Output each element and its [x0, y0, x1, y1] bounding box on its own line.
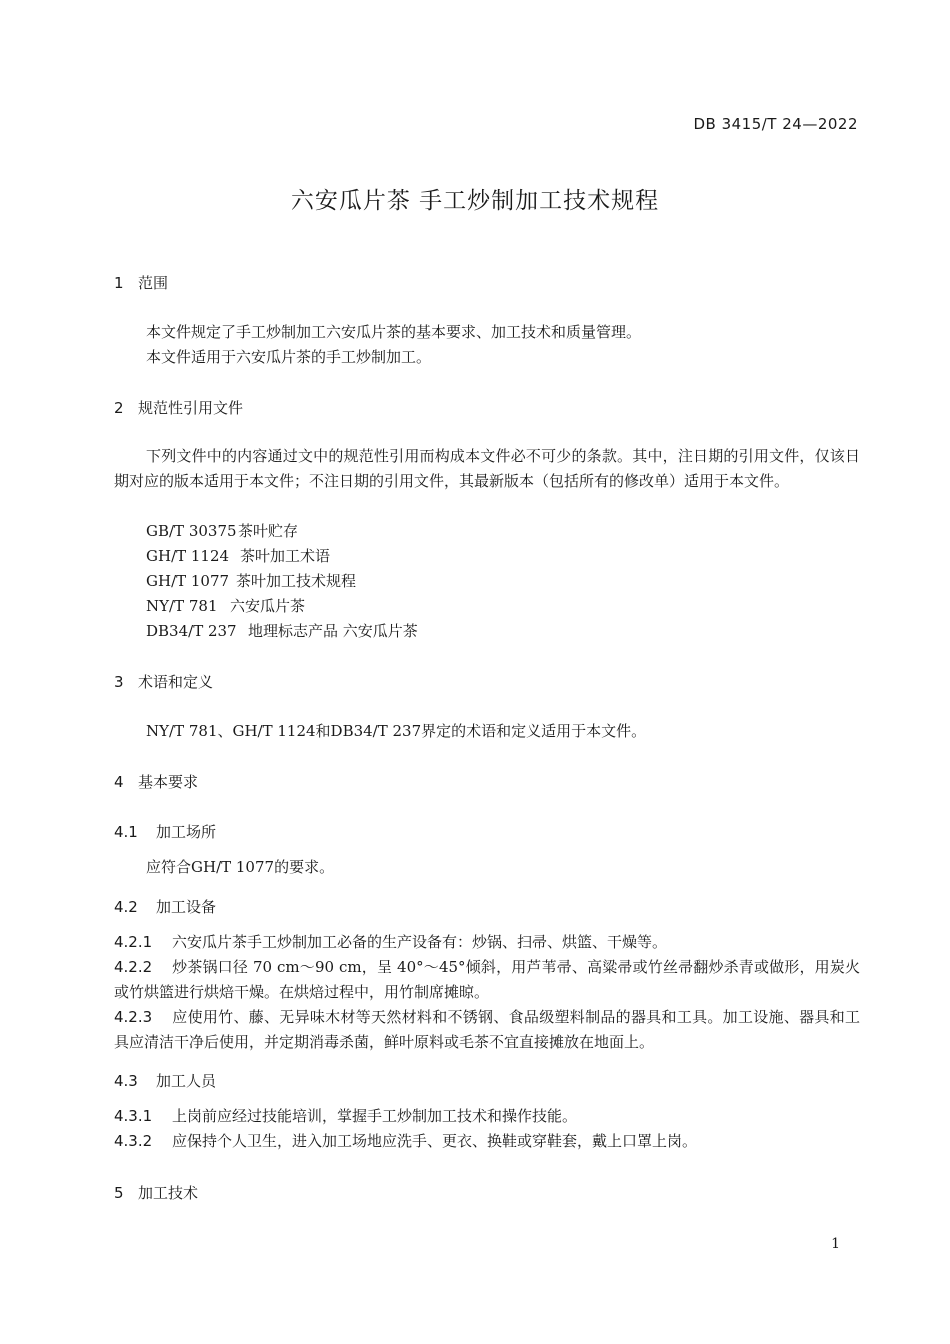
clause-item: [114, 1129, 860, 1154]
subsection-4-3-heading: [114, 1070, 216, 1091]
reference-item: [146, 619, 418, 644]
reference-code: GH/T 1077: [146, 572, 230, 590]
section-title: 规范性引用文件: [138, 399, 244, 417]
doc-title: 六安瓜片茶 手工炒制加工技术规程: [290, 188, 660, 214]
section-title: 基本要求: [138, 773, 199, 791]
reference-item: [146, 519, 298, 544]
references-intro-paragraph: 下列文件中的内容通过文中的规范性引用而构成本文件必不可少的条款。其中，注日期的引用文件，仅该日期对应的版本适用于本文件；不注日期的引用文件，其最新版本（包括所有的修改单）适用于本文件。: [114, 447, 860, 490]
clause-text: 六安瓜片茶手工炒制加工必备的生产设备有：炒锅、扫帚、烘篮、干燥等。: [172, 933, 668, 951]
reference-code: GH/T 1124: [146, 547, 230, 565]
clause-text: 上岗前应经过技能培训，掌握手工炒制加工技术和操作技能。: [172, 1107, 578, 1125]
subsection-number: 4.1: [114, 823, 138, 841]
section-title: 加工技术: [138, 1184, 199, 1202]
paragraph: 应符合GH/T 1077的要求。: [146, 858, 335, 876]
reference-name: 六安瓜片茶: [230, 597, 306, 615]
section-number: 5: [114, 1184, 124, 1202]
section-number: 2: [114, 399, 124, 417]
clause-number: 4.3.2: [114, 1132, 153, 1150]
clause-text: 应保持个人卫生，进入加工场地应洗手、更衣、换鞋或穿鞋套，戴上口罩上岗。: [172, 1132, 698, 1150]
reference-item: [146, 594, 305, 619]
section-title: 术语和定义: [138, 673, 214, 691]
reference-code: GB/T 30375: [146, 522, 237, 540]
reference-name: 茶叶加工术语: [240, 547, 331, 565]
paragraph: 本文件规定了手工炒制加工六安瓜片茶的基本要求、加工技术和质量管理。: [146, 323, 642, 341]
section-number: 4: [114, 773, 124, 791]
clause-item: [114, 1104, 860, 1129]
section-5-heading: [114, 1182, 198, 1203]
clause-number: 4.2.1: [114, 933, 153, 951]
paragraph: 本文件适用于六安瓜片茶的手工炒制加工。: [146, 348, 432, 366]
reference-code: DB34/T 237: [146, 622, 237, 640]
subsection-4-1-heading: [114, 821, 216, 842]
section-2-heading: [114, 397, 243, 418]
subsection-title: 加工设备: [156, 898, 217, 916]
subsection-4-2-heading: [114, 896, 216, 917]
section-3-heading: [114, 671, 213, 692]
section-title: 范围: [138, 274, 169, 292]
reference-name: 茶叶贮存: [238, 522, 299, 540]
subsection-number: 4.2: [114, 898, 138, 916]
clause-number: 4.3.1: [114, 1107, 153, 1125]
page-number: 1: [831, 1236, 840, 1252]
reference-name: 地理标志产品 六安瓜片茶: [248, 622, 418, 640]
clause-text: 炒茶锅口径 70 cm～90 cm，呈 40°～45°倾斜，用芦苇帚、高粱帚或竹丝帚翻炒杀青或做形，用炭火或竹烘篮进行烘焙干燥。在烘焙过程中，用竹制席摊晾。: [114, 958, 860, 1001]
reference-code: NY/T 781: [146, 597, 218, 615]
reference-item: [146, 569, 356, 594]
clause-item: [114, 1005, 860, 1055]
reference-item: [146, 544, 330, 569]
clause-number: 4.2.2: [114, 958, 153, 976]
paragraph: NY/T 781、GH/T 1124和DB34/T 237界定的术语和定义适用于本文件。: [146, 722, 647, 740]
clause-item: [114, 955, 860, 1005]
clause-text: 应使用竹、藤、无异味木材等天然材料和不锈钢、食品级塑料制品的器具和工具。加工设施、器具和工具应清洁干净后使用，并定期消毒杀菌，鲜叶原料或毛茶不宜直接摊放在地面上。: [114, 1008, 860, 1051]
section-number: 1: [114, 274, 124, 292]
clause-number: 4.2.3: [114, 1008, 153, 1026]
section-4-heading: [114, 771, 198, 792]
section-number: 3: [114, 673, 124, 691]
clause-item: [114, 930, 860, 955]
subsection-title: 加工场所: [156, 823, 217, 841]
doc-number: DB 3415/T 24—2022: [693, 115, 858, 133]
subsection-title: 加工人员: [156, 1072, 217, 1090]
section-1-heading: [114, 272, 168, 293]
subsection-number: 4.3: [114, 1072, 138, 1090]
reference-name: 茶叶加工技术规程: [236, 572, 357, 590]
